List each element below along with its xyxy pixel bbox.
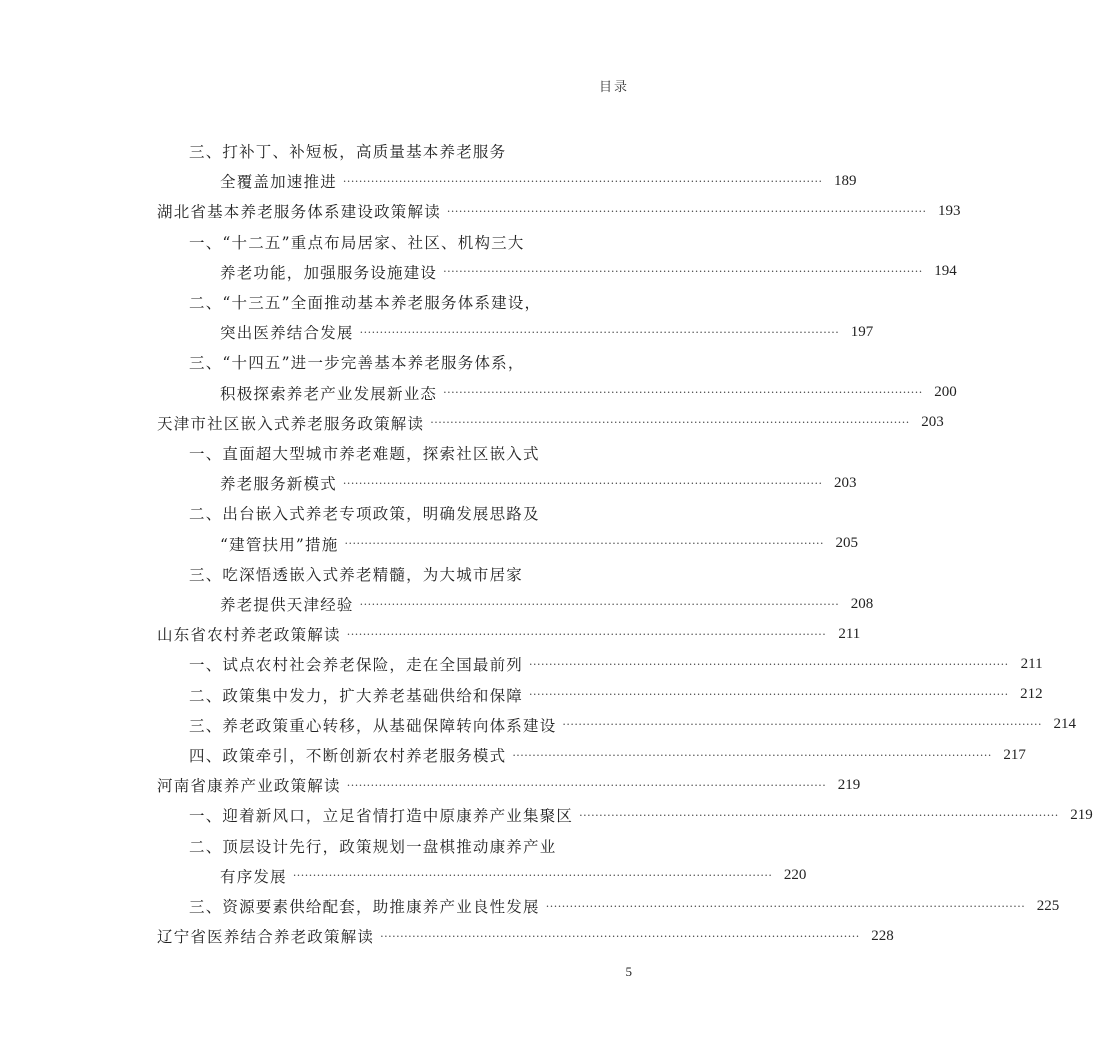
toc-page-number: 211: [838, 625, 861, 642]
toc-chapter-entry[interactable]: [157, 921, 894, 951]
toc-entry-title: 二、“十三五”全面推动基本养老服务体系建设，: [189, 294, 542, 312]
toc-entry-title: 天津市社区嵌入式养老服务政策解读: [157, 414, 425, 433]
dot-leader: ························································································································: [443, 265, 923, 279]
toc-entry-title: 三、资源要素供给配套，助推康养产业良性发展: [189, 898, 540, 916]
toc-page-number: 211: [1020, 655, 1043, 672]
toc-entry-title: 山东省农村养老政策解读: [157, 626, 341, 645]
toc-page-number: 189: [834, 172, 857, 189]
toc-page-number: 197: [850, 323, 874, 340]
toc-page-number: 220: [783, 867, 807, 884]
toc-entry-title: 养老功能，加强服务设施建设: [220, 263, 438, 282]
toc-entry-title: 有序发展: [220, 867, 287, 886]
running-header: 目录: [598, 80, 629, 95]
toc-section-entry[interactable]: [220, 257, 957, 287]
toc-page-number: 194: [934, 263, 957, 280]
toc-entry-title: 湖北省基本养老服务体系建设政策解读: [157, 203, 441, 222]
toc-page-number: 200: [934, 384, 957, 401]
dot-leader: ························································································································: [430, 416, 910, 430]
dot-leader: ························································································································: [545, 899, 1026, 913]
toc-entry-title: 三、打补丁、补短板，高质量基本养老服务: [189, 143, 507, 161]
toc-entry-title: 三、“十四五”进一步完善基本养老服务体系，: [189, 354, 525, 373]
toc-chapter-entry[interactable]: [157, 770, 861, 800]
toc-section-entry[interactable]: [189, 740, 1026, 770]
dot-leader: ························································································································: [359, 597, 840, 611]
toc-chapter-entry[interactable]: [157, 619, 861, 649]
toc-section-entry[interactable]: [189, 649, 1043, 679]
toc-entry-title: 四、政策牵引，不断创新农村养老服务模式: [189, 747, 507, 765]
dot-leader: ························································································································: [529, 688, 1009, 702]
toc-entry-title: 养老服务新模式: [220, 475, 337, 494]
toc-page-number: 217: [1003, 746, 1026, 763]
toc-page-number: 219: [1070, 806, 1093, 823]
dot-leader: ························································································································: [380, 929, 860, 943]
dot-leader: ························································································································: [529, 657, 1009, 671]
dot-leader: ························································································································: [443, 386, 923, 400]
toc-section-entry[interactable]: [189, 891, 1060, 921]
toc-section-entry[interactable]: [220, 468, 857, 498]
toc-entry-title: 一、直面超大型城市养老难题，探索社区嵌入式: [189, 445, 540, 463]
toc-section-entry[interactable]: [220, 166, 857, 196]
toc-section-entry[interactable]: [189, 710, 1076, 740]
dot-leader: ························································································································: [579, 808, 1059, 822]
dot-leader: ························································································································: [359, 325, 840, 339]
toc-page-number: 205: [835, 535, 859, 552]
dot-leader: ························································································································: [342, 476, 823, 490]
toc-entry-title: 突出医养结合发展: [220, 324, 354, 343]
toc-page-number: 228: [871, 927, 894, 944]
dot-leader: ························································································································: [562, 718, 1042, 732]
dot-leader: ························································································································: [344, 537, 825, 551]
toc-section-entry[interactable]: [220, 529, 859, 559]
toc-page-number: 212: [1020, 686, 1043, 703]
dot-leader: ························································································································: [446, 204, 927, 218]
dot-leader: ························································································································: [346, 627, 827, 641]
toc-entry-title: 一、试点农村社会养老保险，走在全国最前列: [189, 656, 524, 675]
toc-page-number: 208: [850, 595, 874, 612]
toc-entry-title: 二、出台嵌入式养老专项政策，明确发展思路及: [189, 505, 540, 524]
dot-leader: ························································································································: [292, 869, 773, 883]
toc-chapter-entry[interactable]: [157, 196, 961, 226]
toc-entry-title: 一、迎着新风口，立足省情打造中原康养产业集聚区: [189, 807, 574, 826]
toc-entry-title: 一、“十二五”重点布局居家、社区、机构三大: [189, 233, 525, 252]
page-number: 5: [625, 964, 632, 979]
toc-entry-title: 全覆盖加速推进: [220, 173, 337, 192]
toc-entry-title: 三、养老政策重心转移，从基础保障转向体系建设: [189, 716, 557, 735]
dot-leader: ························································································································: [342, 174, 823, 188]
toc-entry-title: 辽宁省医养结合养老政策解读: [157, 928, 375, 947]
toc-section-entry[interactable]: [220, 378, 957, 408]
toc-section-entry[interactable]: [189, 800, 1093, 830]
toc-entry-title: 养老提供天津经验: [220, 596, 354, 614]
toc-section-entry[interactable]: [220, 317, 874, 347]
toc-entry-title: 二、顶层设计先行，政策规划一盘棋推动康养产业: [189, 837, 557, 856]
toc-entry-title: 积极探索养老产业发展新业态: [220, 384, 438, 403]
toc-section-entry[interactable]: [220, 589, 874, 619]
toc-page-number: 219: [837, 776, 861, 793]
toc-section-entry[interactable]: [220, 861, 807, 891]
toc-chapter-entry[interactable]: [157, 408, 944, 438]
toc-entry-title: 三、吃深悟透嵌入式养老精髓，为大城市居家: [189, 565, 524, 584]
toc-page-number: 203: [834, 474, 857, 491]
dot-leader: ························································································································: [346, 778, 827, 792]
toc-entry-title: 二、政策集中发力，扩大养老基础供给和保障: [189, 686, 524, 705]
toc-entry-title: 河南省康养产业政策解读: [157, 777, 341, 796]
toc-page-number: 225: [1036, 897, 1060, 914]
toc-section-entry[interactable]: [189, 680, 1043, 710]
toc-entry-title: “建管扶用”措施: [220, 535, 339, 554]
toc-page-number: 203: [921, 414, 944, 431]
dot-leader: ························································································································: [512, 748, 992, 762]
toc-page-number: 193: [938, 202, 961, 219]
toc-page-number: 214: [1053, 716, 1076, 733]
